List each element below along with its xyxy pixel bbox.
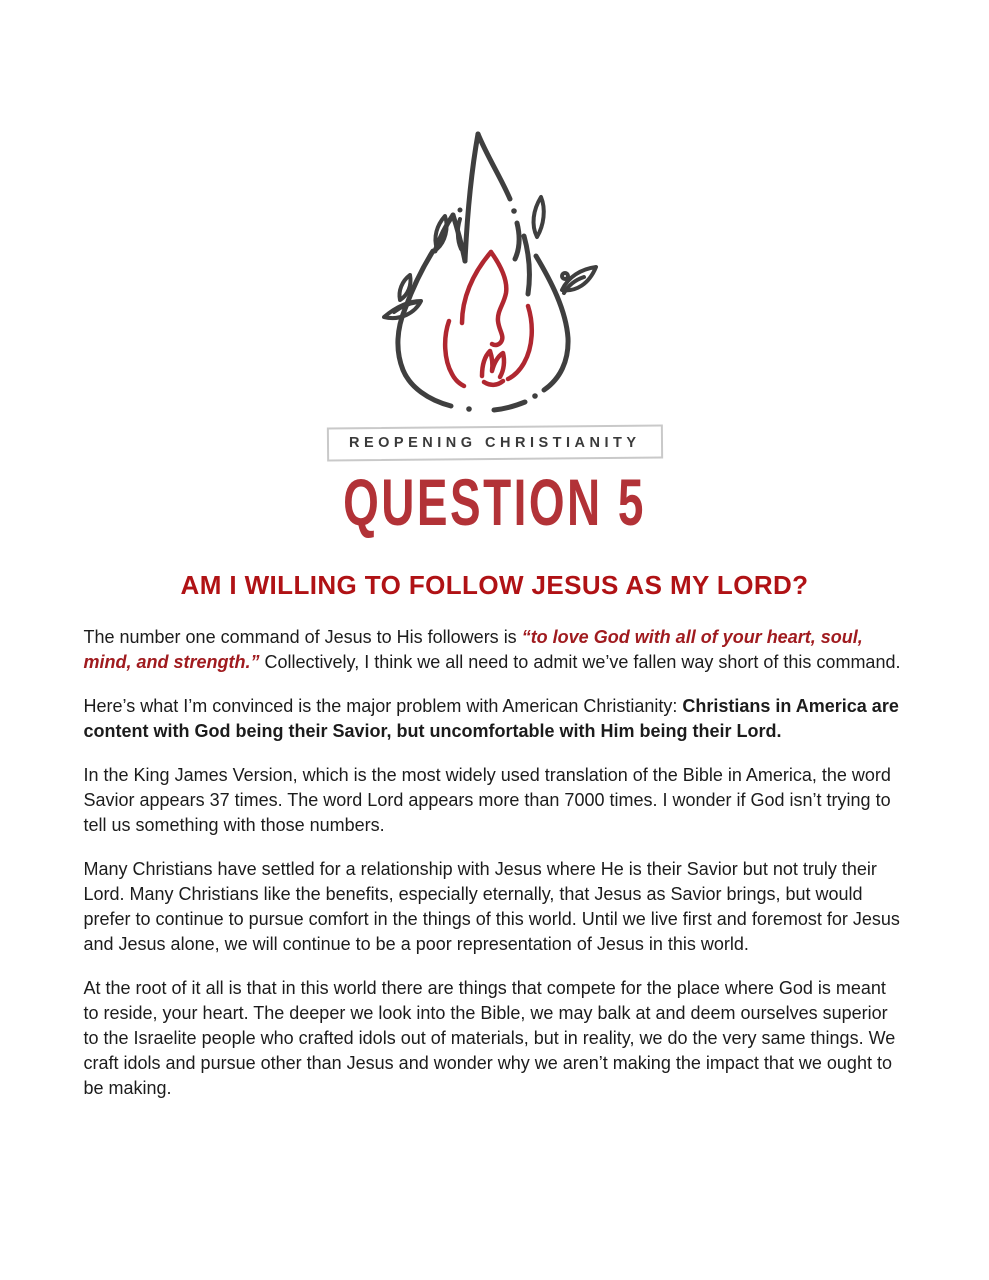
flame-inner-red [445,252,532,386]
paragraph [84,694,906,744]
page-title: AM I WILLING TO FOLLOW JESUS AS MY LORD? [180,570,809,600]
question-title: QUESTION 5 [343,464,646,540]
flame-spark-leaves [384,197,596,318]
text-segment: Here’s what I’m convinced is the major problem with American Christianity: [83,696,683,716]
text-segment: In the King James Version, which is the most widely used translation of the Bible in America, the word Savior appears 37 times. The word Lord appears more than 7000 times. I wonder if God isn’t trying to tell us something with those numbers. [83,765,891,835]
text-segment: “to love God with all of your heart, soul, mind, and strength.” [83,627,863,672]
text-segment: Many Christians have settled for a relationship with Jesus where He is their Savior but not truly their Lord. Many Christians like the benefits, especially eternally, that Jesus as Savior brings, but would prefer to continue to pursue comfort in the things of this world. Until we live first and foremost for Jesus and Jesus alone, we will continue to be a poor representation of Jesus in this world. [83,859,900,954]
text-segment: Collectively, I think we all need to admit we’ve fallen way short of this command. [259,652,901,672]
paragraph [84,763,906,838]
paragraph [84,625,906,675]
document-body [84,625,906,1101]
banner-label: REOPENING CHRISTIANITY [348,435,641,451]
text-segment: At the root of it all is that in this world there are things that compete for the place where God is meant to reside, your heart. The deeper we look into the Bible, we may balk at and deem ourselves superior to the Israelite people who crafted idols out of materials, but in reality, we do the very same things. We craft idols and pursue other than Jesus and wonder why we aren’t making the impact that we ought to be making. [83,978,896,1098]
banner [327,425,663,462]
text-segment: The number one command of Jesus to His followers is [83,627,522,647]
flame-logo-icon [365,118,625,418]
paragraph [84,976,906,1101]
paragraph [84,857,906,957]
text-segment: Christians in America are content with God being their Savior, but uncomfortable with Him being their Lord. [83,696,899,741]
logo-block [0,118,989,540]
